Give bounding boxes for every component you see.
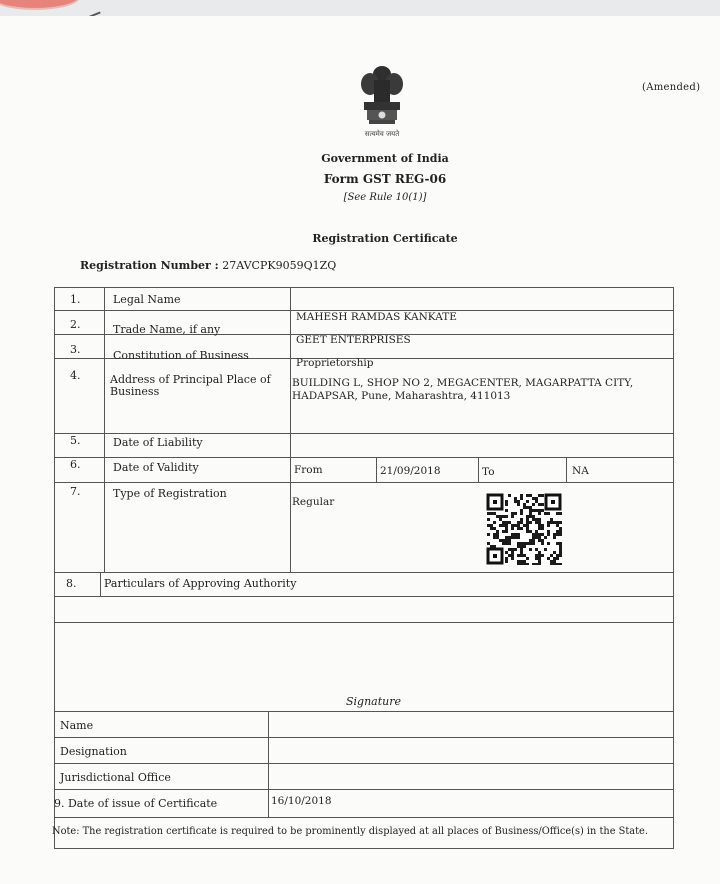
trade-name-value: GEET ENTERPRISES <box>296 334 411 346</box>
qr-module <box>505 539 508 542</box>
qr-module <box>535 563 538 565</box>
qr-module <box>520 548 523 551</box>
form-heading: Form GST REG-06 <box>323 172 447 186</box>
qr-module <box>529 512 532 515</box>
qr-module <box>523 560 526 563</box>
constitution-label: Constitution of Business <box>113 349 249 362</box>
qr-module <box>547 542 550 545</box>
qr-module <box>550 560 553 563</box>
registration-number-value: 27AVCPK9059Q1ZQ <box>222 259 337 272</box>
page-title: Registration Certificate <box>312 232 458 245</box>
qr-module <box>541 542 544 545</box>
address-label: Address of Principal Place of Business <box>110 373 271 398</box>
qr-module <box>532 563 535 565</box>
qr-module <box>538 494 541 497</box>
registration-type-value: Regular <box>292 496 335 508</box>
qr-module <box>541 524 544 527</box>
qr-module <box>541 554 544 557</box>
qr-module <box>496 515 499 518</box>
qr-module <box>547 557 550 560</box>
issue-date-value: 16/10/2018 <box>271 795 332 807</box>
qr-module <box>532 542 535 545</box>
qr-module <box>541 494 544 497</box>
qr-module <box>523 545 526 548</box>
qr-module <box>514 524 517 527</box>
national-emblem-icon <box>356 62 408 136</box>
qr-module <box>511 512 514 515</box>
qr-module <box>547 524 550 527</box>
qr-module <box>553 563 556 565</box>
qr-module <box>559 527 562 530</box>
validity-from-label: From <box>294 464 323 476</box>
qr-module <box>526 515 529 518</box>
qr-module <box>556 533 559 536</box>
qr-module <box>556 554 559 557</box>
qr-module <box>538 554 541 557</box>
details-table <box>54 287 674 849</box>
qr-module <box>502 521 505 524</box>
qr-module <box>532 536 535 539</box>
qr-module <box>520 494 523 497</box>
qr-module <box>505 527 508 530</box>
qr-module <box>541 503 544 506</box>
emblem-motto: सत्यमेव जयते <box>364 130 400 138</box>
qr-module <box>553 551 556 554</box>
qr-module <box>523 503 526 506</box>
qr-module <box>514 533 517 536</box>
registration-number <box>80 259 336 272</box>
qr-module <box>505 503 508 506</box>
qr-module <box>556 557 559 560</box>
qr-module <box>532 518 535 521</box>
qr-module <box>538 533 541 536</box>
qr-module <box>505 560 508 563</box>
qr-module <box>511 527 514 530</box>
qr-module <box>559 530 562 533</box>
qr-module <box>532 533 535 536</box>
qr-module <box>520 542 523 545</box>
qr-module <box>529 506 532 509</box>
trade-name-label: Trade Name, if any <box>113 323 221 336</box>
qr-module <box>541 509 544 512</box>
qr-module <box>523 563 526 565</box>
row-5-number: 5. <box>70 434 81 447</box>
qr-module <box>514 497 517 500</box>
qr-module <box>538 524 541 527</box>
qr-module <box>487 542 490 545</box>
qr-module <box>508 542 511 545</box>
qr-module <box>502 524 505 527</box>
qr-module <box>511 524 514 527</box>
row-2-number: 2. <box>70 318 81 331</box>
qr-module <box>508 548 511 551</box>
qr-module <box>538 560 541 563</box>
qr-module <box>544 536 547 539</box>
qr-module <box>553 536 556 539</box>
display-note: Note: The registration certificate is required to be prominently displayed at all places of Business/Office(s) in the State. <box>52 826 648 837</box>
signature-label: Signature <box>346 695 402 708</box>
qr-module <box>517 563 520 565</box>
qr-module <box>496 533 499 536</box>
qr-module <box>532 503 535 506</box>
qr-module <box>517 542 520 545</box>
row-4-number: 4. <box>70 369 81 382</box>
qr-module <box>538 527 541 530</box>
qr-module <box>505 500 508 503</box>
qr-module <box>514 512 517 515</box>
liability-date-label: Date of Liability <box>113 436 203 449</box>
jurisdictional-office-label: Jurisdictional Office <box>60 771 171 784</box>
qr-module <box>511 548 514 551</box>
qr-module <box>511 557 514 560</box>
qr-module <box>529 539 532 542</box>
qr-module <box>535 557 538 560</box>
qr-module <box>520 545 523 548</box>
qr-module <box>526 518 529 521</box>
qr-module <box>523 542 526 545</box>
qr-module <box>526 557 529 560</box>
qr-module <box>541 527 544 530</box>
qr-module <box>523 524 526 527</box>
qr-module <box>532 539 535 542</box>
qr-module <box>505 557 508 560</box>
qr-module <box>529 509 532 512</box>
qr-module <box>559 533 562 536</box>
qr-module <box>544 512 547 515</box>
qr-module <box>541 533 544 536</box>
qr-module <box>493 527 496 530</box>
qr-module <box>538 509 541 512</box>
qr-module <box>508 494 511 497</box>
qr-module <box>526 506 529 509</box>
qr-module <box>520 551 523 554</box>
qr-module <box>559 563 562 565</box>
qr-module <box>535 536 538 539</box>
qr-module <box>508 536 511 539</box>
qr-module <box>520 497 523 500</box>
qr-module <box>508 521 511 524</box>
qr-module <box>502 530 505 533</box>
qr-module <box>493 521 496 524</box>
qr-module <box>487 533 490 536</box>
qr-module <box>538 551 541 554</box>
qr-module <box>520 518 523 521</box>
qr-module <box>544 548 547 551</box>
qr-module <box>556 512 559 515</box>
qr-module <box>502 515 505 518</box>
qr-module <box>535 533 538 536</box>
qr-module <box>550 518 553 521</box>
qr-module <box>529 515 532 518</box>
qr-module <box>538 539 541 542</box>
address-value-line-1: BUILDING L, SHOP NO 2, MEGACENTER, MAGARPATTA CITY, <box>292 377 634 389</box>
qr-module <box>529 521 532 524</box>
qr-module <box>559 554 562 557</box>
qr-module <box>559 521 562 524</box>
validity-date-label: Date of Validity <box>113 461 199 474</box>
qr-module <box>517 560 520 563</box>
qr-module <box>508 539 511 542</box>
qr-module <box>529 548 532 551</box>
authority-designation-label: Designation <box>60 745 127 758</box>
qr-module <box>535 521 538 524</box>
qr-module <box>511 554 514 557</box>
qr-module <box>517 554 520 557</box>
qr-module <box>517 524 520 527</box>
govt-heading: Government of India <box>321 152 449 165</box>
qr-module <box>547 533 550 536</box>
qr-module <box>547 521 550 524</box>
qr-module <box>487 524 490 527</box>
qr-code[interactable] <box>486 493 562 565</box>
qr-module <box>508 554 511 557</box>
qr-module <box>505 524 508 527</box>
qr-module <box>520 509 523 512</box>
qr-module <box>505 515 508 518</box>
address-value-line-2: HADAPSAR, Pune, Maharashtra, 411013 <box>292 390 511 402</box>
qr-module <box>511 536 514 539</box>
qr-module <box>556 530 559 533</box>
qr-module <box>535 518 538 521</box>
qr-module <box>526 521 529 524</box>
qr-module <box>493 533 496 536</box>
qr-module <box>538 503 541 506</box>
qr-module <box>556 542 559 545</box>
qr-module <box>523 506 526 509</box>
qr-module <box>511 551 514 554</box>
qr-module <box>547 512 550 515</box>
row-7-number: 7. <box>70 485 81 498</box>
qr-module <box>553 521 556 524</box>
qr-module <box>490 512 493 515</box>
qr-module <box>496 536 499 539</box>
qr-module <box>520 563 523 565</box>
qr-module <box>511 533 514 536</box>
qr-module <box>502 539 505 542</box>
qr-module <box>511 515 514 518</box>
registration-type-label: Type of Registration <box>113 487 227 500</box>
qr-module <box>529 530 532 533</box>
qr-module <box>487 512 490 515</box>
qr-module <box>526 524 529 527</box>
qr-module <box>517 545 520 548</box>
qr-module <box>538 512 541 515</box>
qr-module <box>517 521 520 524</box>
validity-from-value: 21/09/2018 <box>380 465 441 477</box>
qr-module <box>517 536 520 539</box>
qr-module <box>556 563 559 565</box>
qr-module <box>505 536 508 539</box>
qr-module <box>556 524 559 527</box>
qr-module <box>538 521 541 524</box>
legal-name-label: Legal Name <box>113 293 181 306</box>
qr-module <box>559 548 562 551</box>
row-3-number: 3. <box>70 343 81 356</box>
qr-module <box>541 539 544 542</box>
qr-module <box>499 524 502 527</box>
qr-module <box>559 551 562 554</box>
rule-reference: [See Rule 10(1)] <box>343 192 427 203</box>
qr-module <box>526 542 529 545</box>
qr-module <box>520 527 523 530</box>
qr-module <box>538 518 541 521</box>
qr-module <box>517 503 520 506</box>
qr-module <box>532 497 535 500</box>
qr-module <box>514 548 517 551</box>
qr-module <box>526 530 529 533</box>
qr-module <box>547 530 550 533</box>
qr-module <box>514 500 517 503</box>
qr-module <box>535 548 538 551</box>
qr-module <box>559 545 562 548</box>
qr-module <box>535 497 538 500</box>
qr-module <box>529 494 532 497</box>
qr-module <box>499 539 502 542</box>
validity-to-label: To <box>482 466 495 478</box>
qr-module <box>550 563 553 565</box>
validity-to-value: NA <box>572 465 589 477</box>
constitution-value: Proprietorship <box>296 357 374 369</box>
top-bar <box>0 0 720 16</box>
qr-module <box>535 530 538 533</box>
qr-module <box>517 533 520 536</box>
qr-module <box>526 494 529 497</box>
registration-number-label: Registration Number : <box>80 259 219 272</box>
qr-module <box>517 527 520 530</box>
legal-name-value: MAHESH RAMDAS KANKATE <box>296 311 457 323</box>
qr-module <box>526 563 529 565</box>
qr-module <box>505 521 508 524</box>
amended-label: (Amended) <box>642 82 701 93</box>
qr-module <box>535 554 538 557</box>
qr-module <box>553 557 556 560</box>
qr-module <box>493 536 496 539</box>
qr-module <box>550 554 553 557</box>
qr-module <box>532 515 535 518</box>
qr-module <box>514 536 517 539</box>
qr-module <box>499 518 502 521</box>
qr-module <box>517 500 520 503</box>
qr-module <box>550 521 553 524</box>
qr-module <box>520 512 523 515</box>
qr-module <box>559 512 562 515</box>
qr-module <box>496 530 499 533</box>
qr-module <box>538 536 541 539</box>
qr-module <box>535 500 538 503</box>
qr-module <box>532 509 535 512</box>
qr-module <box>529 542 532 545</box>
qr-module <box>535 509 538 512</box>
authority-name-label: Name <box>60 719 94 732</box>
qr-module <box>520 560 523 563</box>
qr-module <box>553 560 556 563</box>
row-1-number: 1. <box>70 293 81 306</box>
qr-module <box>523 554 526 557</box>
qr-module <box>526 527 529 530</box>
qr-module <box>520 521 523 524</box>
qr-module <box>505 551 508 554</box>
qr-module <box>493 512 496 515</box>
qr-module <box>553 533 556 536</box>
issue-date-label: 9. Date of issue of Certificate <box>54 797 218 810</box>
qr-module <box>538 563 541 565</box>
qr-module <box>490 524 493 527</box>
approving-authority-label: Particulars of Approving Authority <box>104 577 297 590</box>
row-8-number: 8. <box>66 577 77 590</box>
qr-module <box>520 554 523 557</box>
qr-module <box>502 542 505 545</box>
qr-module <box>505 509 508 512</box>
qr-module <box>505 530 508 533</box>
row-6-number: 6. <box>70 458 81 471</box>
qr-module <box>490 527 493 530</box>
qr-module <box>538 557 541 560</box>
qr-module <box>505 542 508 545</box>
qr-module <box>487 518 490 521</box>
qr-module <box>556 521 559 524</box>
qr-module <box>526 500 529 503</box>
qr-module <box>499 515 502 518</box>
qr-module <box>559 542 562 545</box>
